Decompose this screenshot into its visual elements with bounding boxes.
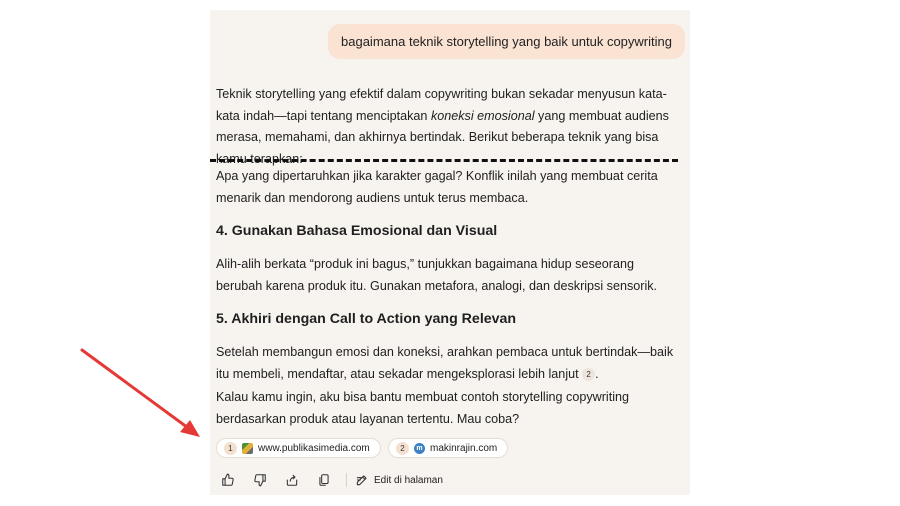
- thumbs-down-icon: [253, 473, 267, 487]
- edit-on-page-label: Edit di halaman: [374, 474, 443, 486]
- edit-on-page-button[interactable]: [355, 473, 443, 487]
- closing-paragraph: Kalau kamu ingin, aku bisa bantu membuat contoh storytelling copywriting berdasarkan produk atau layanan tertentu. Mau coba?: [216, 390, 630, 426]
- source-number-badge: 1: [224, 442, 237, 455]
- copy-button[interactable]: [316, 472, 332, 488]
- source-chip-publikasimedia[interactable]: [216, 438, 381, 458]
- section-5-heading: 5. Akhiri dengan Call to Action yang Relevan: [216, 311, 517, 327]
- intro-text-part1: Teknik storytelling yang efektif dalam copywriting bukan sekadar menyusun kata-kata indah—tapi tentang menciptakan: [216, 87, 667, 123]
- share-icon: [285, 473, 299, 487]
- response-intro-paragraph: [216, 84, 676, 170]
- source-site-label: makinrajin.com: [430, 442, 498, 454]
- message-action-bar: [220, 470, 443, 490]
- source-number-badge: 2: [396, 442, 409, 455]
- section-5-text: Setelah membangun emosi dan koneksi, arahkan pembaca untuk bertindak—baik itu membeli, mendaftar, atau sekadar mengeksplorasi lebih lanjut: [216, 345, 674, 381]
- action-separator: [346, 473, 347, 487]
- intro-emphasis-text: koneksi emosional: [430, 108, 535, 123]
- publikasimedia-favicon-icon: [242, 443, 253, 454]
- makinrajin-favicon-icon: m: [414, 443, 425, 454]
- conflict-paragraph: Apa yang dipertaruhkan jika karakter gagal? Konflik inilah yang membuat cerita menarik dan mendorong audiens untuk terus membaca.: [216, 169, 658, 205]
- thumbs-up-button[interactable]: [220, 472, 236, 488]
- user-message-bubble: bagaimana teknik storytelling yang baik untuk copywriting: [328, 24, 685, 59]
- intro-text-part2: yang membuat audiens merasa, memahami, dan akhirnya bertindak. Berikut beberapa teknik yang bisa kamu terapkan:: [216, 108, 669, 166]
- source-chip-makinrajin[interactable]: [388, 438, 508, 458]
- edit-icon: [355, 473, 369, 487]
- thumbs-down-button[interactable]: [252, 472, 268, 488]
- share-button[interactable]: [284, 472, 300, 488]
- section-5-trailing: .: [595, 366, 599, 381]
- section-5-paragraph: [216, 342, 676, 385]
- copy-icon: [317, 473, 331, 487]
- thumbs-up-icon: [221, 473, 235, 487]
- section-4-paragraph: Alih-alih berkata “produk ini bagus,” tunjukkan bagaimana hidup seseorang berubah karena produk itu. Gunakan metafora, analogi, dan deskripsi sensorik.: [216, 257, 658, 293]
- chat-panel: [210, 10, 690, 495]
- source-site-label: www.publikasimedia.com: [258, 442, 370, 454]
- section-4-heading: 4. Gunakan Bahasa Emosional dan Visual: [216, 223, 498, 239]
- dashed-divider: [210, 159, 678, 162]
- citation-badge[interactable]: 2: [582, 368, 595, 381]
